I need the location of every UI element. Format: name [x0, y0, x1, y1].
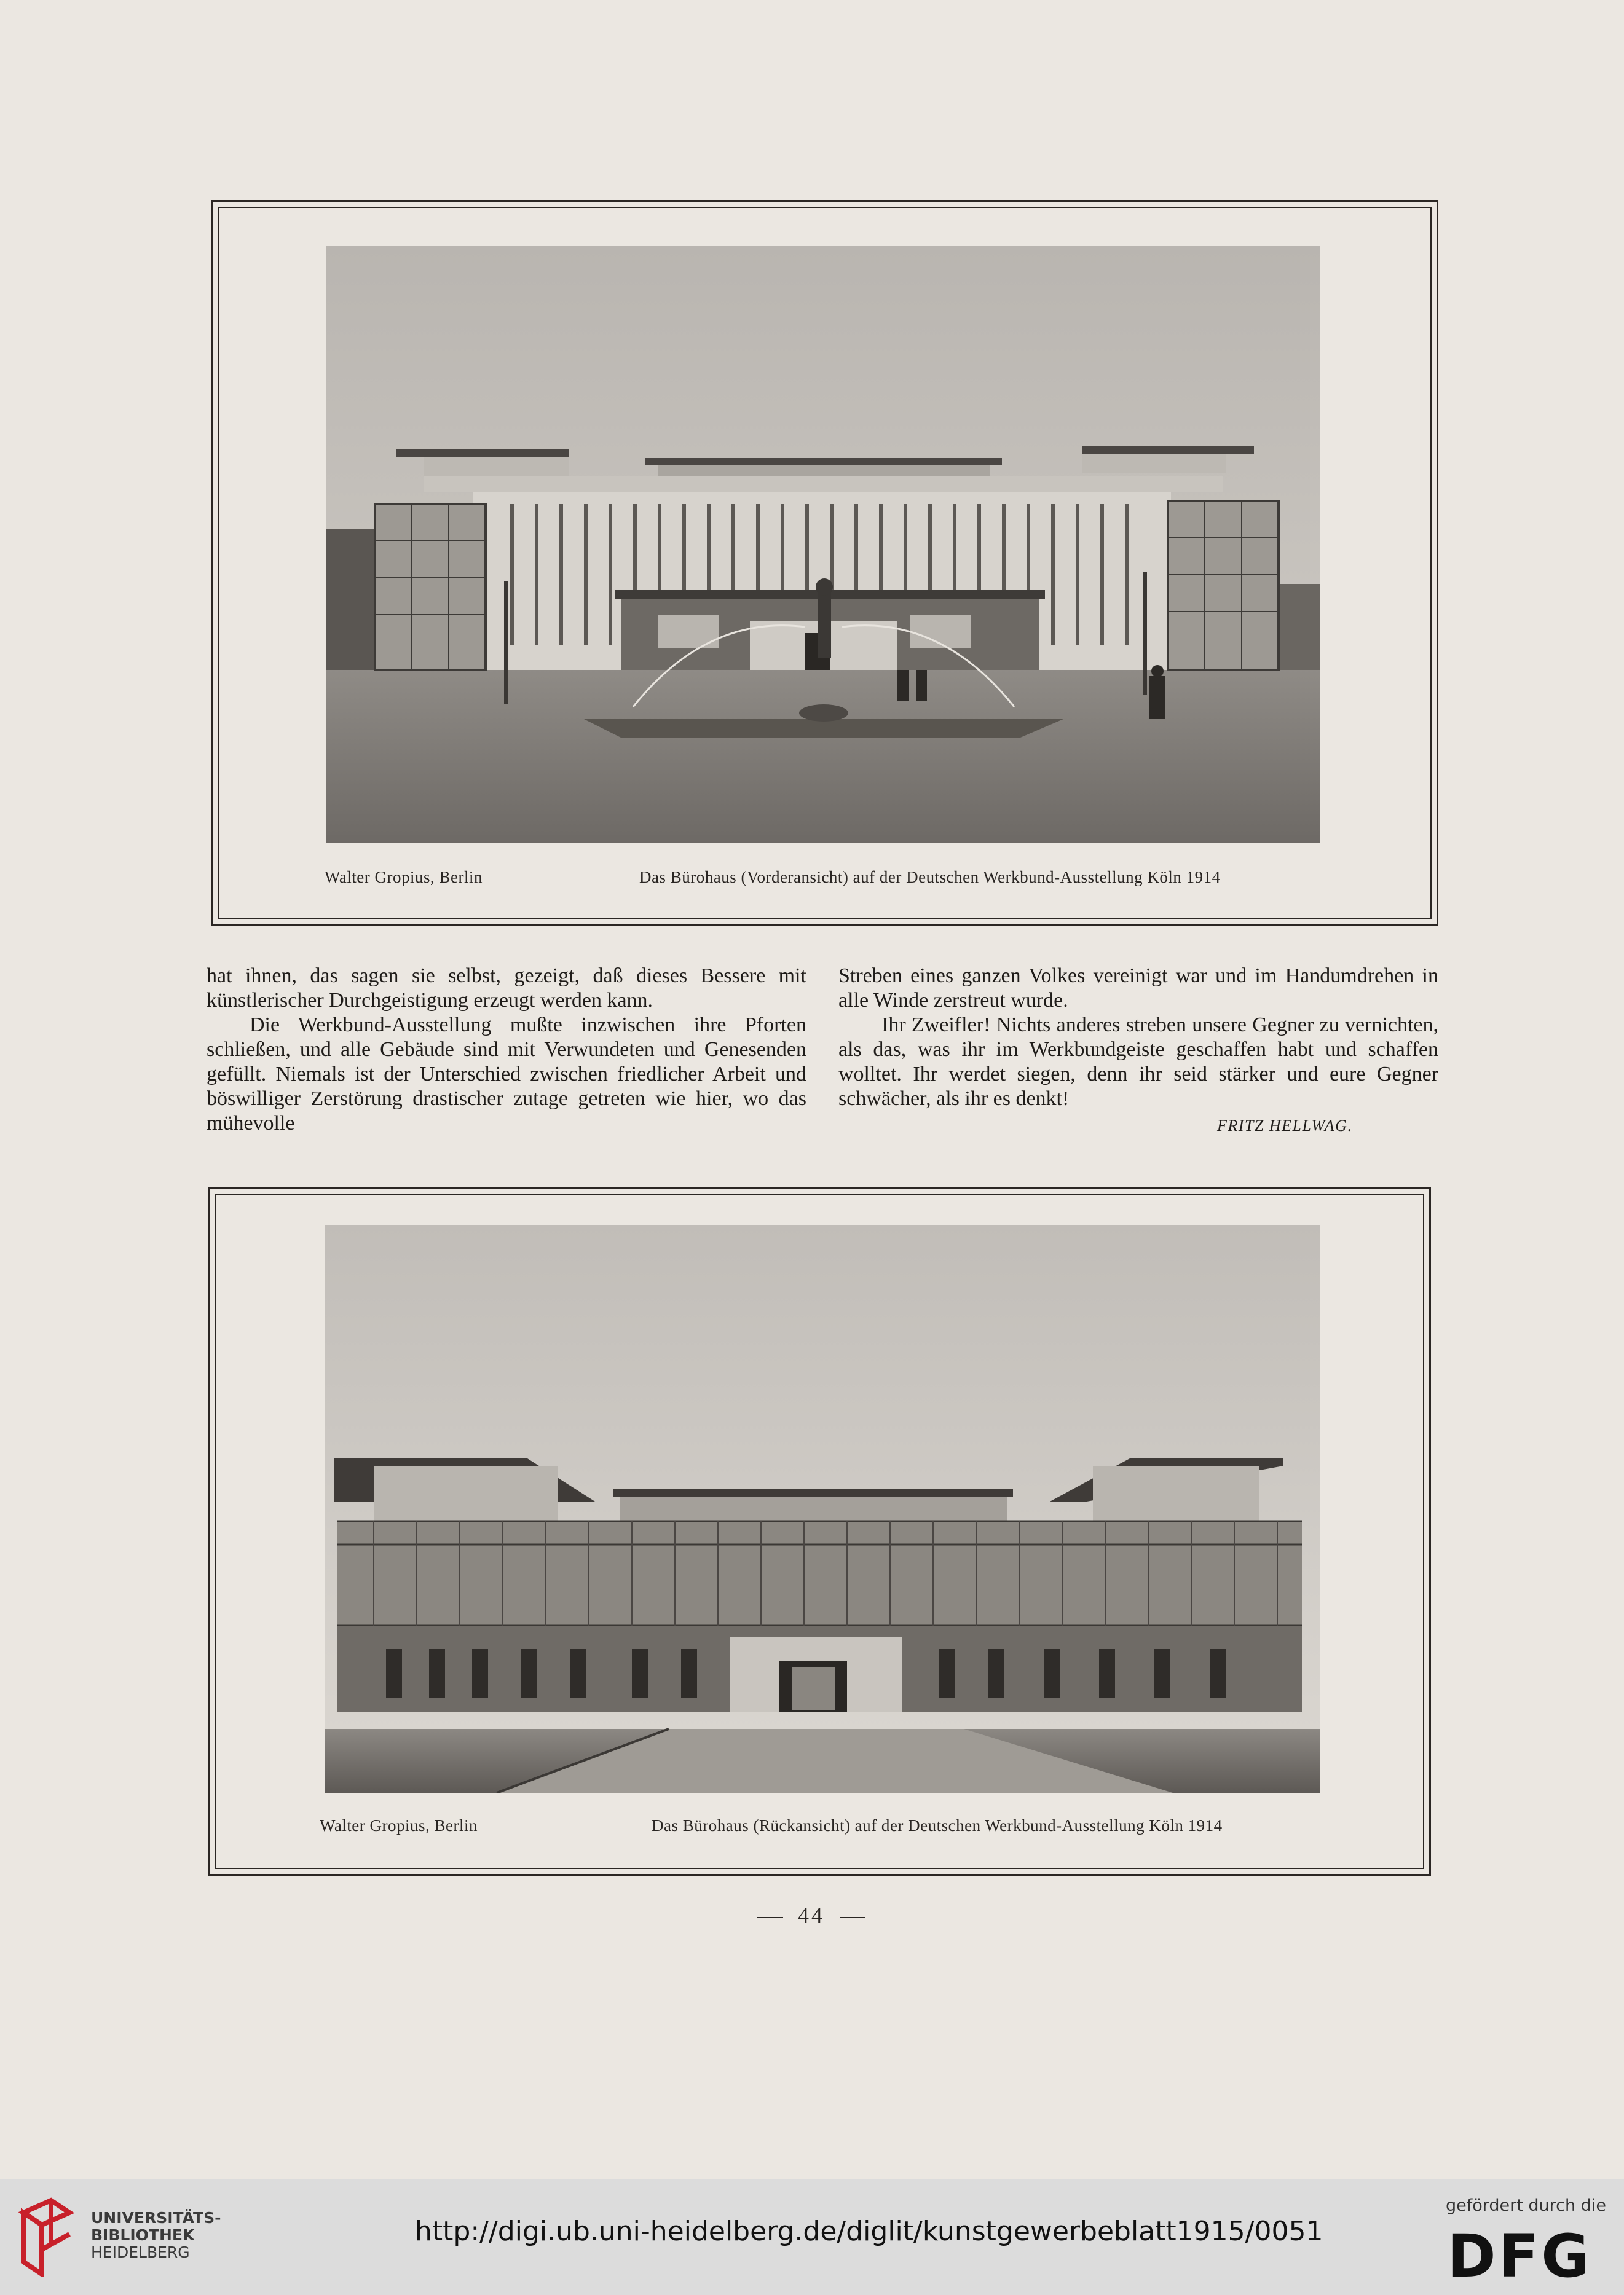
front-view-photo-drawing [326, 246, 1320, 843]
page-number-dash-right [840, 1917, 865, 1918]
bottom-figure-credit: Walter Gropius, Berlin [320, 1816, 478, 1835]
funding-label: gefördert durch die [1446, 2196, 1606, 2215]
right-paragraph-1: Streben eines ganzen Volkes vereinigt war und im Handumdrehen in alle Winde zerstreut wurde. [838, 964, 1438, 1012]
university-library-logo-icon [17, 2197, 79, 2277]
left-paragraph-1: hat ihnen, das sagen sie selbst, gezeigt, daß dieses Bessere mit künstlerischer Durchgeistigung erzeugt werden kann. [207, 964, 806, 1012]
author-signature: FRITZ HELLWAG. [1217, 1117, 1353, 1135]
article-column-left [207, 964, 806, 1136]
dfg-logo: DFG [1447, 2222, 1593, 2291]
digitization-footer [0, 2179, 1624, 2295]
right-paragraph-2: Ihr Zweifler! Nichts anderes streben unsere Gegner zu vernichten, als das, was ihr im Werkbundgeiste geschaffen habt und schaffen wolltet. Ihr werdet siegen, denn ihr seid stärker und eure Gegner schwächer, als ihr es denkt! [838, 1014, 1438, 1110]
left-paragraph-2: Die Werkbund-Ausstellung mußte inzwischen ihre Pforten schließen, und alle Gebäude sind mit Verwundeten und Genesenden gefüllt. Niemals ist der Unterschied zwischen friedlicher Arbeit und böswilliger Zerstörung drastischer zutage getreten wie hier, wo das mühevolle [207, 1014, 806, 1135]
library-name-line-3: HEIDELBERG [91, 2243, 190, 2261]
permalink-url[interactable]: http://digi.ub.uni-heidelberg.de/diglit/kunstgewerbeblatt1915/0051 [415, 2216, 1323, 2247]
page-number-dash-left [757, 1917, 783, 1918]
top-figure-credit: Walter Gropius, Berlin [325, 868, 483, 886]
page-number [738, 1902, 885, 1928]
library-name-line-2: BIBLIOTHEK [91, 2226, 195, 2244]
bottom-figure-caption: Das Bürohaus (Rückansicht) auf der Deutschen Werkbund-Ausstellung Köln 1914 [652, 1816, 1223, 1835]
page-number-value: 44 [798, 1903, 825, 1927]
rear-view-photo-drawing [325, 1225, 1320, 1793]
library-name-line-1: UNIVERSITÄTS- [91, 2209, 221, 2227]
university-library-name [91, 2210, 221, 2261]
article-column-right [838, 964, 1438, 1111]
front-view-photo [326, 246, 1320, 843]
top-figure-caption: Das Bürohaus (Vorderansicht) auf der Deutschen Werkbund-Ausstellung Köln 1914 [639, 868, 1221, 886]
rear-view-photo [325, 1225, 1320, 1793]
